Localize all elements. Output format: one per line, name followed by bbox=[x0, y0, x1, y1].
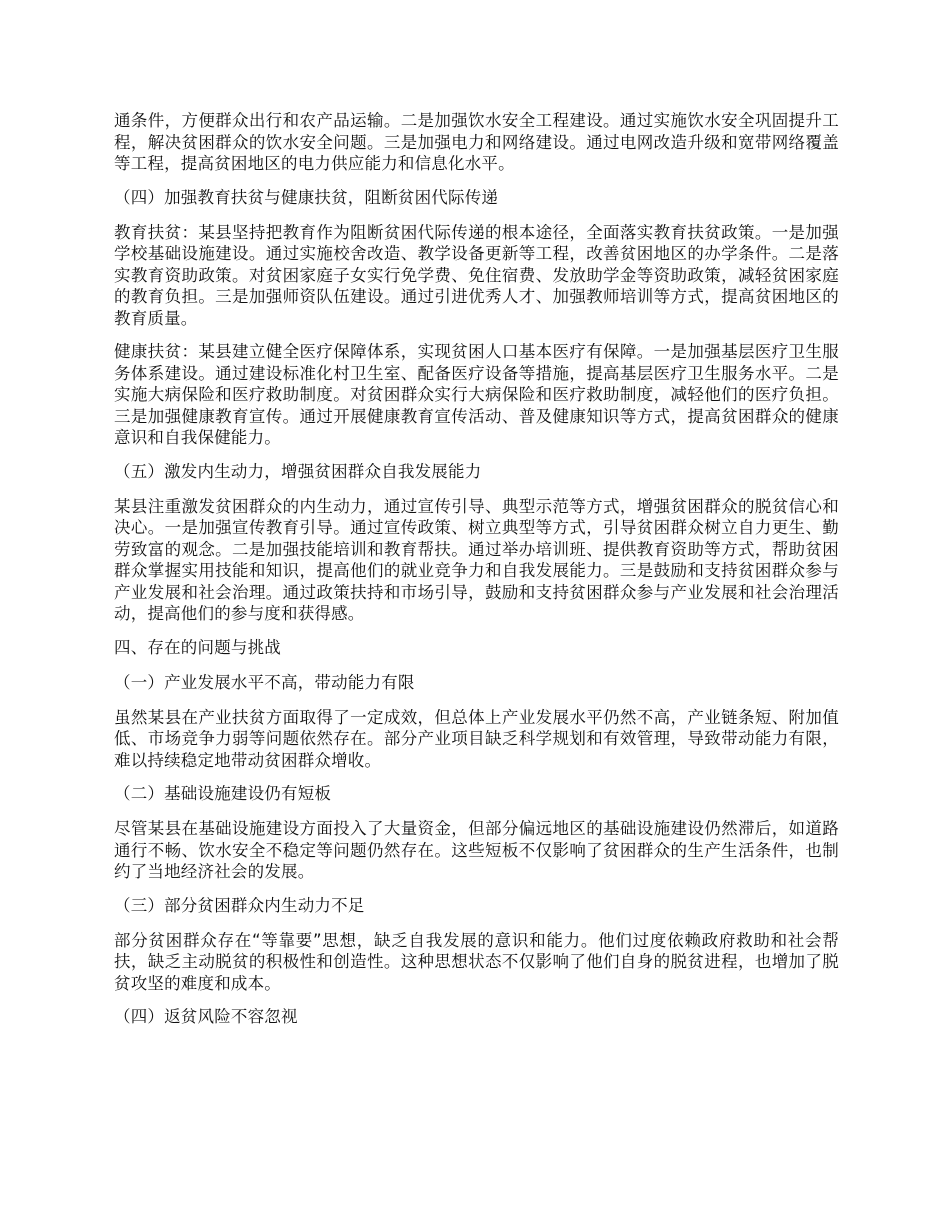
heading-insufficient-motivation: （三）部分贫困群众内生动力不足 bbox=[114, 895, 365, 915]
paragraph-education-poverty-alleviation: 教育扶贫：某县坚持把教育作为阻断贫困代际传递的根本途径，全面落实教育扶贫政策。一是加强学校基础设施建设。通过实施校舍改造、教学设备更新等工程，改善贫困地区的办学条件。二是落实教育资助政策。对贫困家庭子女实行免学费、免住宿费、发放助学金等资助政策，减轻贫困家庭的教育负担。三是加强师资队伍建设。通过引进优秀人才、加强教师培训等方式，提高贫困地区的教育质量。 bbox=[114, 222, 839, 328]
heading-internal-motivation: （五）激发内生动力，增强贫困群众自我发展能力 bbox=[114, 461, 482, 481]
heading-industry-level: （一）产业发展水平不高，带动能力有限 bbox=[114, 672, 415, 692]
paragraph-infrastructure-shortcomings: 尽管某县在基础设施建设方面投入了大量资金，但部分偏远地区的基础设施建设仍然滞后，如道路通行不畅、饮水安全不稳定等问题仍然存在。这些短板不仅影响了贫困群众的生产生活条件，也制约了当地经济社会的发展。 bbox=[114, 819, 839, 881]
heading-infrastructure-shortcomings: （二）基础设施建设仍有短板 bbox=[114, 784, 332, 803]
heading-section-four-problems: 四、存在的问题与挑战 bbox=[114, 637, 281, 657]
paragraph-insufficient-motivation: 部分贫困群众存在“等靠要”思想，缺乏自我发展的意识和能力。他们过度依赖政府救助和社会帮扶，缺乏主动脱贫的积极性和创造性。这种思想状态不仅影响了他们自身的脱贫进程，也增加了脱贫攻坚的难度和成本。 bbox=[114, 930, 839, 993]
paragraph-health-poverty-alleviation: 健康扶贫：某县建立健全医疗保障体系，实现贫困人口基本医疗有保障。一是加强基层医疗卫生服务体系建设。通过建设标准化村卫生室、配备医疗设备等措施，提高基层医疗卫生服务水平。二是实施大病保险和医疗救助制度。对贫困群众实行大病保险和医疗救助制度，减轻他们的医疗负担。三是加强健康教育宣传。通过开展健康教育宣传活动、普及健康知识等方式，提高贫困群众的健康意识和自我保健能力。 bbox=[114, 342, 839, 447]
paragraph-industry-level: 虽然某县在产业扶贫方面取得了一定成效，但总体上产业发展水平仍然不高，产业链条短、附加值低、市场竞争力弱等问题依然存在。部分产业项目缺乏科学规划和有效管理，导致带动能力有限，难以持续稳定地带动贫困群众增收。 bbox=[114, 707, 839, 770]
paragraph-infrastructure-continued: 通条件，方便群众出行和农产品运输。二是加强饮水安全工程建设。通过实施饮水安全巩固提升工程，解决贫困群众的饮水安全问题。三是加强电力和网络建设。通过电网改造升级和宽带网络覆盖等工程，提高贫困地区的电力供应能力和信息化水平。 bbox=[114, 111, 839, 173]
heading-education-health: （四）加强教育扶贫与健康扶贫，阻断贫困代际传递 bbox=[114, 187, 499, 207]
heading-return-to-poverty-risk: （四）返贫风险不容忽视 bbox=[114, 1007, 298, 1026]
paragraph-internal-motivation: 某县注重激发贫困群众的内生动力，通过宣传引导、典型示范等方式，增强贫困群众的脱贫信心和决心。一是加强宣传教育引导。通过宣传政策、树立典型等方式，引导贫困群众树立自力更生、勤劳致富的观念。二是加强技能培训和教育帮扶。通过举办培训班、提供教育资助等方式，帮助贫困群众掌握实用技能和知识，提高他们的就业竞争力和自我发展能力。三是鼓励和支持贫困群众参与产业发展和社会治理。通过政策扶持和市场引导，鼓励和支持贫困群众参与产业发展和社会治理活动，提高他们的参与度和获得感。 bbox=[114, 496, 839, 623]
document-page bbox=[114, 110, 839, 1041]
